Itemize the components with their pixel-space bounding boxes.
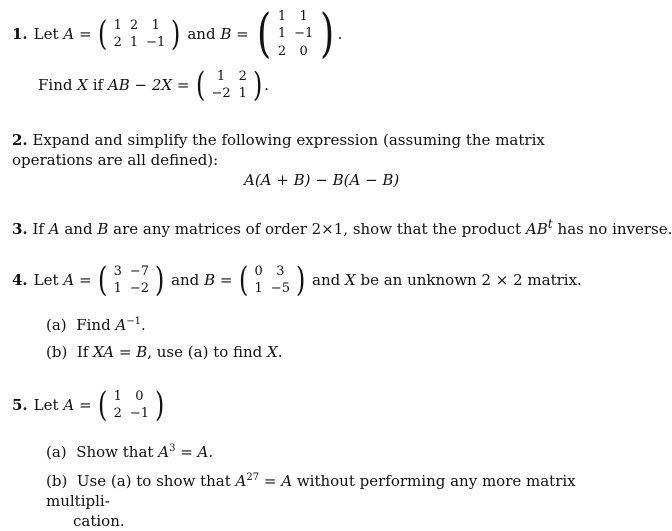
cell: 1 [277,26,287,42]
problem-5-part-a [46,443,213,461]
problem-number: 2. [12,131,28,149]
cell: 2 [277,43,287,59]
math-expr: AB − 2X [107,76,173,94]
math-var: B [97,220,109,238]
problem-number: 5. [12,396,28,414]
part-label: (a) [46,316,67,334]
text: without performing any more matrix multipli- [46,472,576,510]
left-paren: ( [98,14,108,54]
superscript: 27 [246,472,260,483]
text: and [64,220,93,238]
math-var: B [220,25,232,43]
matrix-A [96,385,166,425]
text: cation. [73,512,125,530]
text: Find [38,76,73,94]
left-paren: ( [196,65,206,105]
right-paren: ) [171,14,181,54]
cell: −5 [270,281,290,296]
math-var: AB [525,220,548,238]
matrix-B [237,260,307,300]
period: . [337,25,343,43]
problem-3 [12,216,672,238]
math-var: X [345,271,356,289]
problem-text: Expand and simplify the following expression (assuming the matrix operations are all defined): [12,131,545,169]
equals: = [78,25,92,43]
cell: −2 [211,86,231,101]
cell: 1 [238,86,247,101]
cell: 0 [299,43,308,59]
problem-5-line-1 [12,385,166,425]
cell: 1 [254,281,263,296]
cell: 3 [113,264,122,279]
text: If [32,220,44,238]
text: Find [76,316,111,334]
left-paren: ( [98,260,108,300]
cell: −7 [129,264,150,279]
matrix-table [110,388,153,422]
matrix-table [207,68,250,102]
problem-1-line-2 [38,65,269,105]
matrix-A [96,260,166,300]
text: Let [33,271,59,289]
matrix-A [96,14,182,54]
text: If [76,343,89,361]
cell: 1 [113,389,122,404]
cell: 1 [129,35,139,50]
left-paren: ( [256,4,271,64]
left-paren: ( [239,260,249,300]
part-label: (b) [46,343,68,361]
matrix-B [254,4,338,64]
part-label: (b) [46,472,68,490]
matrix-table [274,8,317,60]
problem-2 [12,130,612,170]
text: if [92,76,104,94]
problem-number: 3. [12,220,28,238]
math-var: A [63,396,75,414]
math-expr: A(A + B) − B(A − B) [244,171,400,189]
math-var: A [235,472,247,490]
problem-2-expression [244,171,399,189]
cell: −1 [294,26,314,42]
text: be an unknown 2 × 2 matrix. [360,271,582,289]
math-var: X [77,76,88,94]
math-var: A [48,220,60,238]
cell: −1 [146,35,166,50]
cell: 1 [113,281,122,296]
right-paren: ) [155,260,165,300]
cell: 2 [129,18,139,33]
text: Let [33,396,59,414]
text: Use (a) to show that [76,472,231,490]
math-var: A [158,443,170,461]
problem-4-part-a [46,316,146,334]
text: and [171,271,200,289]
problem-number: 4. [12,271,28,289]
cell: 1 [216,69,226,84]
cell: −2 [129,281,150,296]
text: and [312,271,341,289]
cell: 1 [113,18,122,33]
math-var: A [115,316,127,334]
math-var: B [204,271,216,289]
superscript: −1 [126,316,142,327]
equals: = [78,271,92,289]
problem-number: 1. [12,25,28,43]
math-var: A [63,25,75,43]
right-paren: ) [252,65,263,105]
matrix-table [251,263,294,297]
problem-4-line-1 [12,260,582,300]
cell: 1 [299,9,308,25]
problem-4-part-b [46,343,283,361]
cell: −1 [129,406,150,421]
text: Show that [76,443,154,461]
period: . [141,316,146,334]
cell: 3 [276,264,285,279]
text: and [187,25,216,43]
cell: 0 [135,389,144,404]
equals: = [78,396,92,414]
math-var: X [267,343,278,361]
equals: = [219,271,233,289]
text: has no inverse. [557,220,672,238]
equals: = [236,25,249,43]
problem-5-part-b [46,468,636,531]
cell: 2 [238,69,247,84]
cell: 1 [277,9,287,25]
right-paren: ) [155,385,165,425]
equals: = [176,76,190,94]
right-paren: ) [320,4,335,64]
math-var: A [63,271,75,289]
superscript: t [547,216,553,231]
period: . [277,343,283,361]
matrix-result [194,65,264,105]
math-expr: XA = B [93,343,148,361]
left-paren: ( [98,385,108,425]
cell: 2 [113,406,122,421]
matrix-table [110,17,170,51]
cell: 1 [151,18,160,33]
cell: 0 [254,264,263,279]
problem-1-line-1 [12,4,343,64]
text: are any matrices of order 2×1, show that the product [113,220,522,238]
math-expr: = A. [175,443,214,461]
text: , use (a) to find [147,343,263,361]
cell: 2 [113,35,122,50]
period: . [264,76,269,94]
superscript: 3 [169,443,176,454]
part-label: (a) [46,443,67,461]
right-paren: ) [295,260,306,300]
math-expr: = A [259,472,293,490]
text: Let [33,25,59,43]
matrix-table [110,263,153,297]
